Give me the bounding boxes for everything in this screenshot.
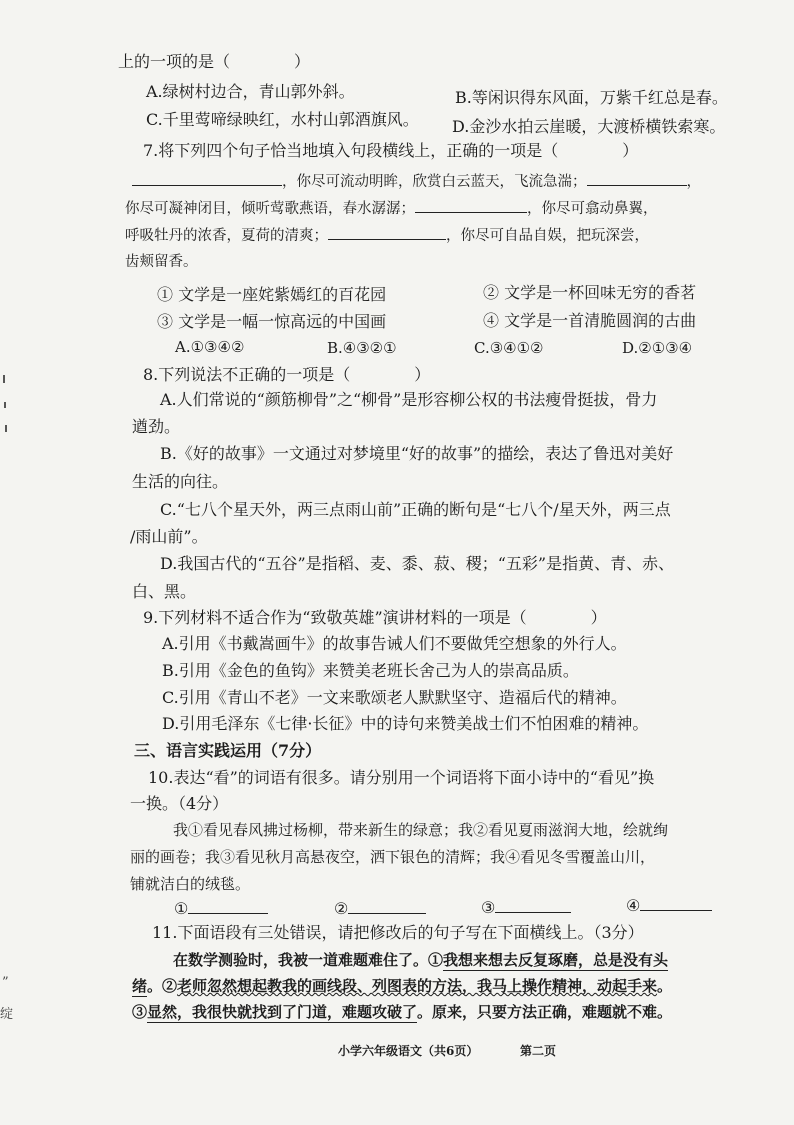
q10-answer-3: ③: [481, 898, 571, 918]
q9-option-a: A.引用《书戴嵩画牛》的故事告诫人们不要做凭空想象的外行人。: [162, 634, 627, 653]
edge-mark-quote: ”: [2, 975, 9, 990]
q11-error-3: 显然，我很快就找到了门道，难题攻破了: [147, 1003, 418, 1021]
edge-mark-char: 绽: [0, 1007, 14, 1022]
q8-option-d-line-1: D.我国古代的“五谷”是指稻、麦、黍、菽、稷；“五彩”是指黄、青、赤、: [160, 554, 675, 573]
q6-stem: 上的一项的是（ ）: [118, 52, 311, 71]
q9-option-d: D.引用毛泽东《七律·长征》中的诗句来赞美战士们不怕困难的精神。: [162, 714, 649, 733]
q7-option-c: C.③④①②: [474, 339, 544, 357]
q7-sentence-3: ③ 文学是一幅一惊高远的中国画: [157, 312, 387, 331]
q8-option-b-line-2: 生活的向往。: [132, 472, 229, 491]
q7-sentence-2: ② 文学是一杯回味无穷的香茗: [483, 283, 697, 302]
q10-poem-line-1: 我①看见春风拂过杨柳，带来新生的绿意；我②看见夏雨滋润大地，绘就绚: [173, 821, 669, 839]
q10-answer-2: ②: [334, 899, 426, 919]
q7-stem: 7.将下列四个句子恰当地填入句段横线上，正确的一项是（ ）: [143, 141, 639, 160]
q9-option-b: B.引用《金色的鱼钩》来赞美老班长舍己为人的崇高品质。: [162, 661, 579, 680]
q10-stem-line-2: 一换。（4分）: [130, 794, 229, 813]
footer-page-number: 第二页: [520, 1044, 557, 1058]
q9-stem: 9.下列材料不适合作为“致敬英雄”演讲材料的一项是（ ）: [143, 608, 607, 627]
footer-title: 小学六年级语文（共6页）: [338, 1044, 479, 1058]
q11-paragraph-line-2: 绪。②老师忽然想起教我的画线段、列图表的方法，我马上操作精神，动起手来。: [132, 977, 673, 995]
q7-line-2: 你尽可凝神闭目，倾听莺歌燕语，春水潺潺； ，你尽可翕动鼻翼，: [125, 201, 658, 217]
q7-blank-1[interactable]: [132, 185, 282, 186]
q10-blank-1[interactable]: [188, 913, 268, 914]
q11-paragraph-line-1: 在数学测验时，我被一道难题难住了。①我想来想去反复琢磨，总是没有头: [173, 951, 669, 969]
q9-option-c: C.引用《青山不老》一文来歌颂老人默默坚守、造福后代的精神。: [162, 688, 627, 707]
q10-blank-4[interactable]: [640, 910, 712, 911]
q8-option-a-line-1: A.人们常说的“颜筋柳骨”之“柳骨”是形容柳公权的书法瘦骨挺拔，骨力: [160, 390, 658, 409]
q6-option-b: B.等闲识得东风面，万紫千红总是春。: [455, 88, 728, 107]
q8-option-b-line-1: B.《好的故事》一文通过对梦境里“好的故事”的描绘，表达了鲁迅对美好: [160, 444, 674, 463]
q11-error-2: 老师忽然想起教我的画线段、列图表的方法，我马上操作精神，动起手来: [177, 977, 658, 995]
q10-answer-4: ④: [626, 896, 712, 916]
q10-poem-line-2: 丽的画卷；我③看见秋月高悬夜空，洒下银色的清辉；我④看见冬雪覆盖山川，: [130, 848, 656, 866]
section-3-title: 三、语言实践运用（7分）: [134, 741, 322, 760]
edge-speck-3: [5, 425, 7, 432]
edge-speck-2: [4, 402, 6, 408]
q7-blank-2[interactable]: [587, 185, 687, 186]
q8-option-c-line-2: /雨山前”。: [130, 527, 208, 546]
q8-stem: 8.下列说法不正确的一项是（ ）: [143, 365, 431, 384]
q7-sentence-4: ④ 文学是一首清脆圆润的古曲: [483, 311, 697, 330]
q7-option-d: D.②①③④: [622, 339, 693, 357]
q10-answer-1: ①: [174, 899, 268, 919]
q10-poem-line-3: 铺就洁白的绒毯。: [130, 875, 251, 893]
q7-line-3: 呼吸牡丹的浓香，夏荷的清爽； ，你尽可自品自娱，把玩深尝，: [125, 228, 649, 244]
q11-stem: 11.下面语段有三处错误，请把修改后的句子写在下面横线上。（3分）: [152, 923, 644, 942]
q7-option-a: A.①③④②: [175, 338, 245, 356]
q7-line-4: 齿颊留香。: [125, 254, 198, 270]
q7-blank-3[interactable]: [415, 212, 527, 213]
q8-option-a-line-2: 遒劲。: [132, 417, 181, 436]
q11-error-1-end: 绪: [132, 977, 148, 995]
q7-blank-4[interactable]: [328, 239, 446, 240]
q6-option-a: A.绿树村边合，青山郭外斜。: [146, 82, 355, 101]
q7-sentence-1: ① 文学是一座姹紫嫣红的百花园: [157, 285, 387, 304]
q10-stem-line-1: 10.表达“看”的词语有很多。请分别用一个词语将下面小诗中的“看见”换: [148, 768, 655, 787]
q10-blank-2[interactable]: [348, 913, 426, 914]
q8-option-c-line-1: C.“七八个星天外，两三点雨山前”正确的断句是“七八个/星天外，两三点: [160, 500, 671, 519]
q11-error-1: 我想来想去反复琢磨，总是没有头: [443, 951, 669, 969]
q7-option-b: B.④③②①: [327, 339, 397, 357]
q11-paragraph-line-3: ③显然，我很快就找到了门道，难题攻破了。原来，只要方法正确，难题就不难。: [132, 1003, 673, 1021]
q6-option-d: D.金沙水拍云崖暖，大渡桥横铁索寒。: [452, 117, 726, 136]
edge-speck-1: [3, 375, 5, 383]
q8-option-d-line-2: 白、黑。: [132, 582, 197, 601]
q7-line-1: ，你尽可流动明眸，欣赏白云蓝天，飞流急湍； ，: [132, 172, 701, 192]
q10-blank-3[interactable]: [495, 912, 571, 913]
q6-option-c: C.千里莺啼绿映红，水村山郭酒旗风。: [146, 110, 419, 129]
